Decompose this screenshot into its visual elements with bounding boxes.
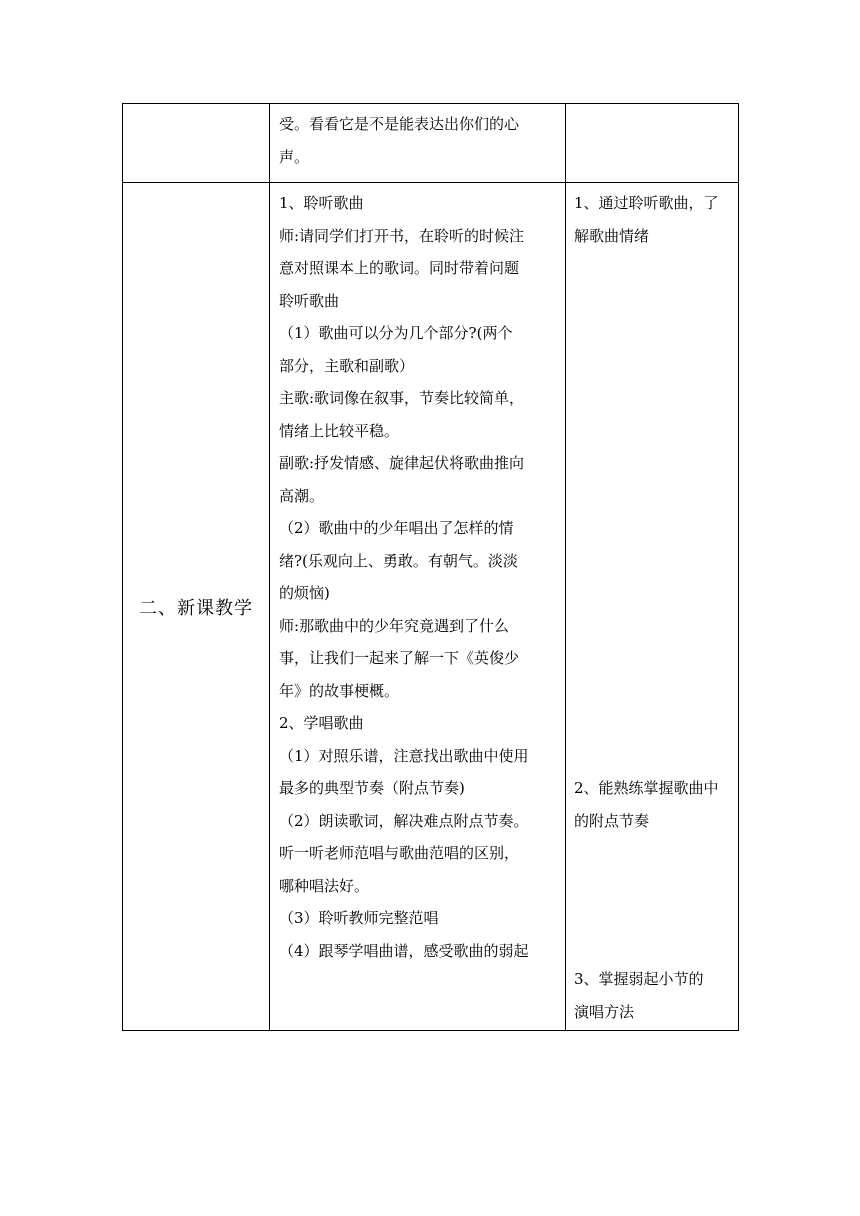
content-line: 副歌:抒发情感、旋律起伏将歌曲推向 — [279, 454, 525, 472]
content-line: 情绪上比较平稳。 — [279, 421, 400, 440]
table-row — [123, 104, 739, 183]
content-line: 绪?(乐观向上、勇敢。有朝气。淡淡 — [279, 551, 518, 570]
content-line: （3）聆听教师完整范唱 — [279, 909, 439, 927]
content-line: 2、学唱歌曲 — [279, 714, 364, 732]
content-cell — [270, 183, 566, 1031]
goal-line: 解歌曲情绪 — [574, 226, 650, 245]
goal-line: 演唱方法 — [574, 1002, 635, 1021]
goal-line: 的附点节奏 — [574, 811, 650, 830]
content-line: 最多的典型节奏（附点节奏) — [279, 779, 465, 797]
content-line: （2）歌曲中的少年唱出了怎样的情 — [279, 519, 514, 537]
stage-title: 二、新课教学 — [139, 597, 253, 619]
content-line: 的烦恼) — [279, 584, 330, 602]
content-line: 年》的故事梗概。 — [279, 681, 400, 700]
content-line: 事，让我们一起来了解一下《英俊少 — [279, 649, 520, 667]
content-line: 师:那歌曲中的少年究竟遇到了什么 — [279, 616, 510, 635]
content-line: 师:请同学们打开书，在聆听的时候注 — [279, 226, 525, 245]
content-line: 受。看看它是不是能表达出你们的心 — [279, 115, 520, 133]
content-cell — [270, 104, 566, 183]
content-line: 1、聆听歌曲 — [279, 194, 364, 212]
goal-line: 3、掌握弱起小节的 — [574, 970, 704, 988]
lesson-plan-table — [122, 103, 739, 1031]
content-line: 意对照课本上的歌词。同时带着问题 — [279, 259, 520, 277]
stage-cell — [123, 183, 270, 1031]
table-row — [123, 183, 739, 1031]
notes-cell — [566, 104, 739, 183]
goal-line: 2、能熟练掌握歌曲中 — [574, 779, 719, 797]
content-line: （4）跟琴学唱曲谱，感受歌曲的弱起 — [279, 941, 529, 960]
content-line: 声。 — [279, 147, 310, 166]
content-line: （2）朗读歌词，解决难点附点节奏。 — [279, 811, 529, 830]
content-line: 主歌:歌词像在叙事，节奏比较简单， — [279, 389, 525, 407]
content-line: （1）歌曲可以分为几个部分?(两个 — [279, 324, 513, 342]
goal-line: 1、通过聆听歌曲，了 — [574, 194, 719, 212]
content-line: 部分，主歌和副歌） — [279, 356, 415, 375]
content-line: 哪种唱法好。 — [279, 876, 370, 895]
content-line: （1）对照乐谱，注意找出歌曲中使用 — [279, 746, 529, 765]
notes-cell — [566, 183, 739, 1031]
stage-cell — [123, 104, 270, 183]
content-line: 高潮。 — [279, 486, 325, 505]
content-line: 听一听老师范唱与歌曲范唱的区别， — [279, 844, 520, 862]
content-line: 聆听歌曲 — [279, 291, 340, 310]
